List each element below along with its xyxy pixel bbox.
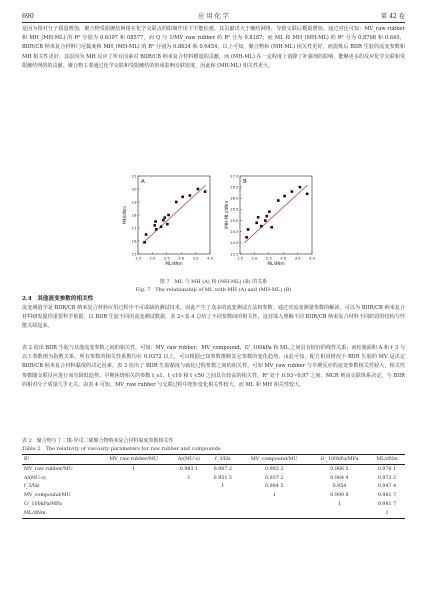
- section-title: 2.4 其他流变参数的相关性: [22, 296, 94, 302]
- table-cell: [207, 509, 238, 518]
- data-point: [257, 216, 260, 219]
- table-body: [22, 465, 405, 519]
- table-cell: 0.981 7: [377, 493, 397, 499]
- table-cell: 0.947 4: [377, 484, 397, 490]
- y-tick-label: 14.0: [230, 240, 239, 246]
- table-cell: 0.954: [332, 484, 347, 490]
- table-cell: f_3/Hz: [24, 484, 40, 490]
- table-cell: [239, 509, 310, 518]
- paragraph-rheology: 流变测量学是 BIIR/CB 纳米复合材料应用过程中不可或缺的测试技术，因此产生了众多的流变测试方法和参数。通过对流变测量参数的解读，可以为 BIIR/CB 纳米复合材料研发提供重要科学依据。以 BIIR 生胶不同的流变测试数据，表 2~表 4 总结了不同参数间的相关性，这对深入理解不同 BIIR/CB 纳米复合材料不同阶段的结构与性能关联起来。: [22, 305, 405, 330]
- data-point: [260, 225, 263, 228]
- x-tick-label: 4.0: [308, 255, 316, 261]
- y-tick-label: 17.0: [230, 173, 239, 179]
- page-header: [22, 8, 405, 23]
- data-point: [245, 236, 248, 239]
- data-point: [162, 219, 165, 222]
- x-axis-label: ML/dNm: [267, 261, 285, 266]
- table-caption-en: Table 2 The relativity of viscosity parameters for raw rubber and compounds: [22, 446, 221, 452]
- y-tick-label: 18: [131, 212, 137, 218]
- data-point: [299, 186, 302, 189]
- y-tick-label: 15.5: [230, 206, 239, 212]
- data-point: [306, 193, 309, 196]
- table-header-row: [22, 455, 405, 465]
- x-tick-label: 3.5: [294, 255, 301, 261]
- panel-label: B: [243, 179, 247, 185]
- paragraph-table2-discussion: 表 2 给出 BIIR 生胶与其他流变参数之间的相关性，可知：MV_raw rubber、MV_compound、G'_100kPa 和 ML 之间具有较好的线性关系；而松弛面积 A 和 f_3 与以上参数则为指数关系。所有参数的相关性系数均在 0.9372 以上，可以根据已知参数推断其它参数的变化趋势。由此可知，配方相同情况下 BIIR 生胶的 MV 是决定 BIIR/CB 纳米复合材料黏度的决定因素。表 3 给出了 BIIR 生胶黏度与硫化过程参数之间的相关性，可知 MV_raw rubber 与早期反应的流变参数相关性较大，相关性参数随交联反应进行而有降低趋势。早期焦烧相关的参数 t_s1、t_c10 和 t_c50 之间具有较高的相关性，R² 处于 0.93~0.97 之间。MCR 则由交联体系决定，与 BIIR 的相对分子质量几乎无关。由表 4 可知，MV_raw rubber 与交联过程中扭矩变化相关性较大，而 ML 和 MH 相关性较大。: [22, 345, 405, 388]
- table-row: [22, 474, 405, 483]
- data-point: [181, 196, 184, 199]
- y-tick-label: 20: [131, 186, 137, 192]
- table-cell: [96, 474, 170, 483]
- table-cell: [207, 500, 238, 509]
- table-cell: ML/dNm: [22, 509, 96, 518]
- y-tick-label: 14.5: [230, 229, 239, 235]
- data-point: [145, 233, 148, 236]
- y-axis-label: (MH-ML)/dNm: [224, 200, 229, 230]
- y-tick-label: 16.0: [230, 195, 239, 201]
- table-cell: 1: [272, 493, 276, 499]
- data-point: [247, 228, 250, 231]
- y-tick-label: 16: [131, 238, 137, 244]
- table-header-cell: MV_raw rubber/MU: [96, 455, 170, 465]
- table-cell: [239, 500, 310, 509]
- x-tick-label: 2.0: [251, 255, 258, 261]
- data-point: [255, 222, 258, 225]
- journal-name: 应 用 化 学: [198, 13, 229, 20]
- data-point: [270, 226, 273, 229]
- table-row: [22, 509, 405, 518]
- y-tick-label: 19: [131, 199, 137, 205]
- table-header-cell: G'_100kPa/MPa: [310, 455, 369, 465]
- data-point: [175, 201, 178, 204]
- figure-7-svg: [118, 170, 318, 275]
- table-cell: 0.983 3: [265, 466, 284, 472]
- table-cell: 0.937 2: [265, 475, 284, 481]
- table-header-cell: A/(MU·s): [171, 455, 207, 465]
- table-header-cell: ML/dNm: [369, 455, 405, 465]
- table-cell: MV_raw rubber/MU: [24, 466, 73, 472]
- page-number: 690: [22, 13, 34, 20]
- panel-label: A: [141, 179, 145, 185]
- table-cell: 0.981 7: [377, 502, 397, 508]
- volume-label: 第 42 卷: [380, 13, 405, 20]
- data-point: [155, 228, 158, 231]
- data-point: [283, 195, 286, 198]
- x-tick-label: 1.5: [236, 255, 244, 261]
- table-cell: [171, 509, 207, 518]
- table-cell: [96, 491, 170, 500]
- x-tick-label: 2.5: [265, 255, 272, 261]
- table-cell: [96, 509, 170, 518]
- table-cell: [171, 483, 207, 492]
- x-tick-label: 3.0: [280, 255, 287, 261]
- y-tick-label: 17: [131, 225, 137, 231]
- table-cell: 1: [369, 509, 405, 518]
- data-point: [291, 190, 294, 193]
- data-point: [163, 216, 166, 219]
- figure-caption-cn: 图 7 ML 与 MH (A) 和 (MH-ML) (B) 的关系: [159, 279, 268, 285]
- table-row: [22, 483, 405, 492]
- data-point: [167, 214, 170, 217]
- table-caption-cn: 表 2 聚合物与丁二烯-异戊二烯聚合物纳米复合材料黏度参数相关性: [22, 438, 174, 444]
- table-cell: [96, 483, 170, 492]
- x-tick-label: 2.5: [163, 255, 170, 261]
- data-point: [265, 215, 268, 218]
- table-cell: 0.983 1: [179, 466, 199, 472]
- x-axis-label: ML/dNm: [165, 261, 183, 266]
- data-point: [160, 225, 163, 228]
- x-tick-label: 1.5: [134, 255, 142, 261]
- y-tick-label: 21: [131, 173, 137, 179]
- table-2: [22, 454, 405, 519]
- table-cell: [171, 491, 207, 500]
- table-header-cell: R²: [22, 455, 96, 465]
- table-header-cell: f_3/Hz: [207, 455, 238, 465]
- data-point: [204, 190, 207, 193]
- table-cell: [96, 500, 170, 509]
- y-axis-label: MH/dNm: [122, 205, 127, 225]
- data-point: [153, 224, 156, 227]
- table-cell: 0.984 4: [330, 475, 349, 481]
- data-point: [268, 210, 271, 213]
- table-cell: 0.976 1: [377, 466, 397, 472]
- table-cell: 1: [132, 466, 136, 472]
- table-row: [22, 491, 405, 500]
- data-point: [143, 241, 146, 244]
- data-point: [166, 223, 169, 226]
- x-tick-label: 3.5: [192, 255, 199, 261]
- table-cell: 1: [337, 502, 341, 508]
- table-cell: A/(MU·s): [24, 475, 46, 481]
- table-cell: 1: [221, 484, 225, 490]
- fit-line: [244, 185, 307, 243]
- table-cell: 0.986 5: [330, 466, 349, 472]
- x-tick-label: 4.0: [206, 255, 214, 261]
- table-cell: MV_compound/MU: [24, 493, 71, 499]
- paragraph-intro: 是因为相对分子质量增加，聚合物受限缠结网络在化学交联点的限制作用下不能松弛，其贡献出大于缠结网络，导致交联后模量增加。通过对比可知：MV_raw rubber 和 MH_(MH-ML) 的 R² 分别为 0.6397 和 08577，而 Q 与 1/MV_raw rubber 的 R² 分为 0.8187；而 ML 和 MH_(MH-ML) 的 R² 分为 0.8708 和 0.645，BIIR/CB 纳米复合材料门尼黏度和 MH_(MH-ML) 的 R² 分别为 0.8634 和 0.6454。以上可知，聚合物和 (MH-ML) 相关性更好，而混炼后 BIIR 生胶的流变参数和 MH 相关性更好。其原因为 MH 反应了所有因素对 BIIR/CB 纳米复合材料模量的贡献，而 (MH-ML) 在一定程度上消除了补强剂的影响，能够更多的反应化学交联和受限缠结网络的贡献。聚合物主要通过化学交联和受限缠结的形成影响交联密度，因此和 (MH-ML) 相关性更大。: [22, 26, 405, 69]
- table-cell: [207, 491, 238, 500]
- table-cell: [310, 509, 369, 518]
- figure-caption-en: Fig. 7 The relationship of ML with MH (A) and (MH-ML) (B): [135, 287, 292, 293]
- table-cell: 1: [187, 475, 191, 481]
- table-cell: 0.990 8: [330, 493, 349, 499]
- data-point: [264, 219, 267, 222]
- data-point: [197, 188, 200, 191]
- y-tick-label: 16.5: [230, 184, 239, 190]
- data-point: [154, 220, 157, 223]
- table-cell: 0.951 5: [213, 475, 232, 481]
- x-tick-label: 3.0: [178, 255, 185, 261]
- table-row: [22, 500, 405, 509]
- y-tick-label: 15.0: [230, 217, 239, 223]
- table-cell: [171, 500, 207, 509]
- fit-line: [142, 185, 205, 244]
- x-tick-label: 2.0: [149, 255, 156, 261]
- table-cell: 0.987 2: [213, 466, 232, 472]
- y-tick-label: 15: [131, 251, 137, 257]
- table-row: [22, 465, 405, 474]
- plot-frame: [138, 176, 210, 254]
- figure-7: [118, 170, 318, 275]
- y-tick-label: 13.5: [230, 251, 239, 257]
- table-header-cell: MV_compound/MU: [239, 455, 310, 465]
- table-cell: G'_100kPa/MPa: [24, 502, 62, 508]
- data-point: [277, 199, 280, 202]
- table-cell: 0.984 5: [265, 484, 284, 490]
- data-point: [189, 194, 192, 197]
- table-cell: 0.972 2: [377, 475, 397, 481]
